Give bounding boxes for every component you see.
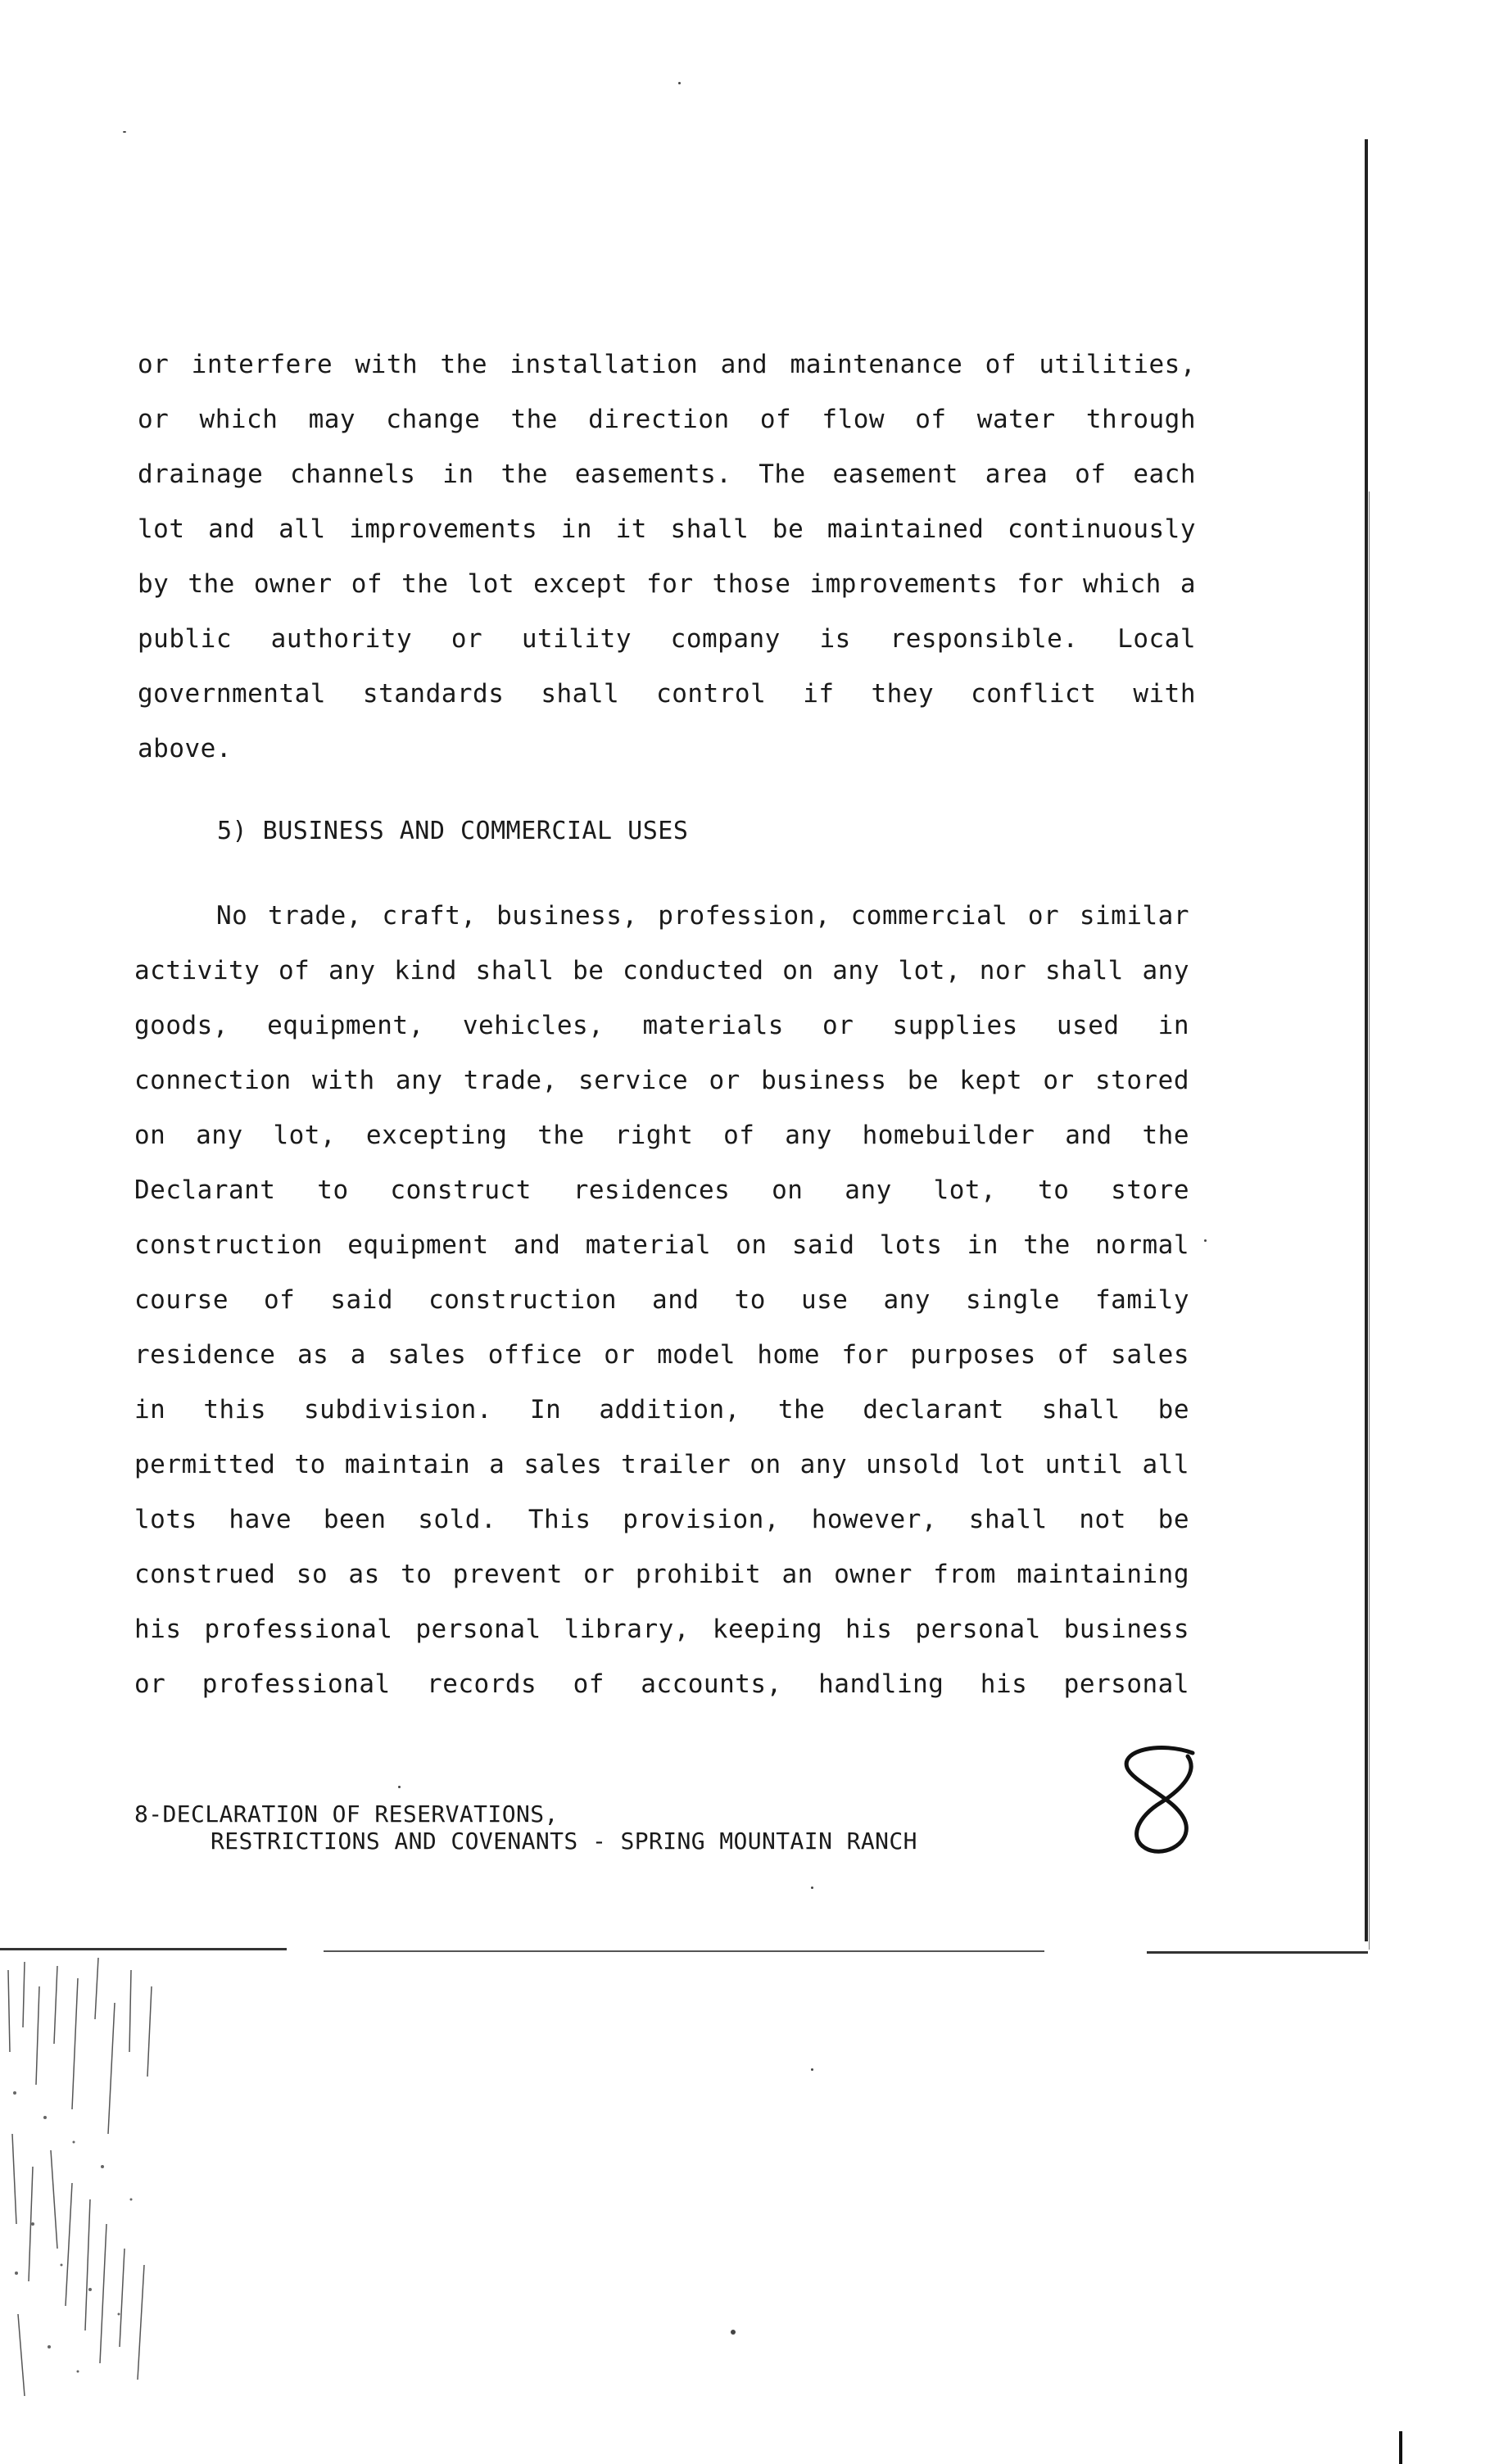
footer-title-line-1: 8-DECLARATION OF RESERVATIONS, xyxy=(134,1800,559,1828)
text-line: goods, equipment, vehicles, materials or supplies used in xyxy=(134,1011,1189,1040)
text-line: lots have been sold. This provision, however, shall not be xyxy=(134,1505,1189,1534)
handwritten-page-number xyxy=(1104,1743,1211,1866)
page-bottom-rule xyxy=(324,1950,1044,1952)
text-line: or professional records of accounts, handling his personal xyxy=(134,1669,1189,1699)
text-line: construction equipment and material on said lots in the normal xyxy=(134,1230,1189,1260)
scan-speck xyxy=(731,2330,736,2335)
text-line: permitted to maintain a sales trailer on any unsold lot until all xyxy=(134,1450,1189,1479)
scan-speck xyxy=(811,2068,813,2071)
text-line: or interfere with the installation and maintenance of utilities, xyxy=(138,350,1196,379)
section-heading: 5) BUSINESS AND COMMERCIAL USES xyxy=(217,817,689,845)
paragraph-utilities-easements xyxy=(138,337,1196,777)
document-footer xyxy=(134,1800,917,1855)
text-line: Declarant to construct residences on any lot, to store xyxy=(134,1175,1189,1205)
scan-artifact-noise xyxy=(0,1954,180,2412)
page-bottom-rule xyxy=(0,1948,287,1950)
text-line: his professional personal library, keeping his personal business xyxy=(134,1615,1189,1644)
text-line: above. xyxy=(138,734,232,763)
scan-speck xyxy=(123,131,126,133)
footer-title-line-2: RESTRICTIONS AND COVENANTS - SPRING MOUNTAIN RANCH xyxy=(211,1828,917,1855)
text-line: in this subdivision. In addition, the declarant shall be xyxy=(134,1395,1189,1424)
scan-speck xyxy=(398,1786,401,1788)
text-line: governmental standards shall control if they conflict with xyxy=(138,679,1196,709)
scan-speck xyxy=(811,1886,813,1889)
page-bottom-rule xyxy=(1147,1951,1368,1954)
text-line: public authority or utility company is responsible. Local xyxy=(138,624,1196,654)
page-edge-mark xyxy=(1399,2431,1402,2464)
text-line: construed so as to prevent or prohibit an owner from maintaining xyxy=(134,1560,1189,1589)
page-edge-border xyxy=(1365,139,1368,1941)
text-line: course of said construction and to use any single family xyxy=(134,1285,1189,1315)
text-line: on any lot, excepting the right of any homebuilder and the xyxy=(134,1121,1189,1150)
text-line: or which may change the direction of flow of water through xyxy=(138,405,1196,434)
scan-speck xyxy=(678,82,681,84)
scan-speck xyxy=(1204,1239,1207,1242)
text-line: activity of any kind shall be conducted on any lot, nor shall any xyxy=(134,956,1189,985)
text-line: connection with any trade, service or business be kept or stored xyxy=(134,1066,1189,1095)
paragraph-business-commercial-uses xyxy=(134,889,1189,1712)
page-edge-border-shadow xyxy=(1369,491,1370,1950)
text-line: residence as a sales office or model home for purposes of sales xyxy=(134,1340,1189,1370)
text-line: by the owner of the lot except for those improvements for which a xyxy=(138,569,1196,599)
text-line: lot and all improvements in it shall be maintained continuously xyxy=(138,514,1196,544)
text-line: drainage channels in the easements. The easement area of each xyxy=(138,460,1196,489)
text-line: No trade, craft, business, profession, commercial or similar xyxy=(216,901,1189,931)
